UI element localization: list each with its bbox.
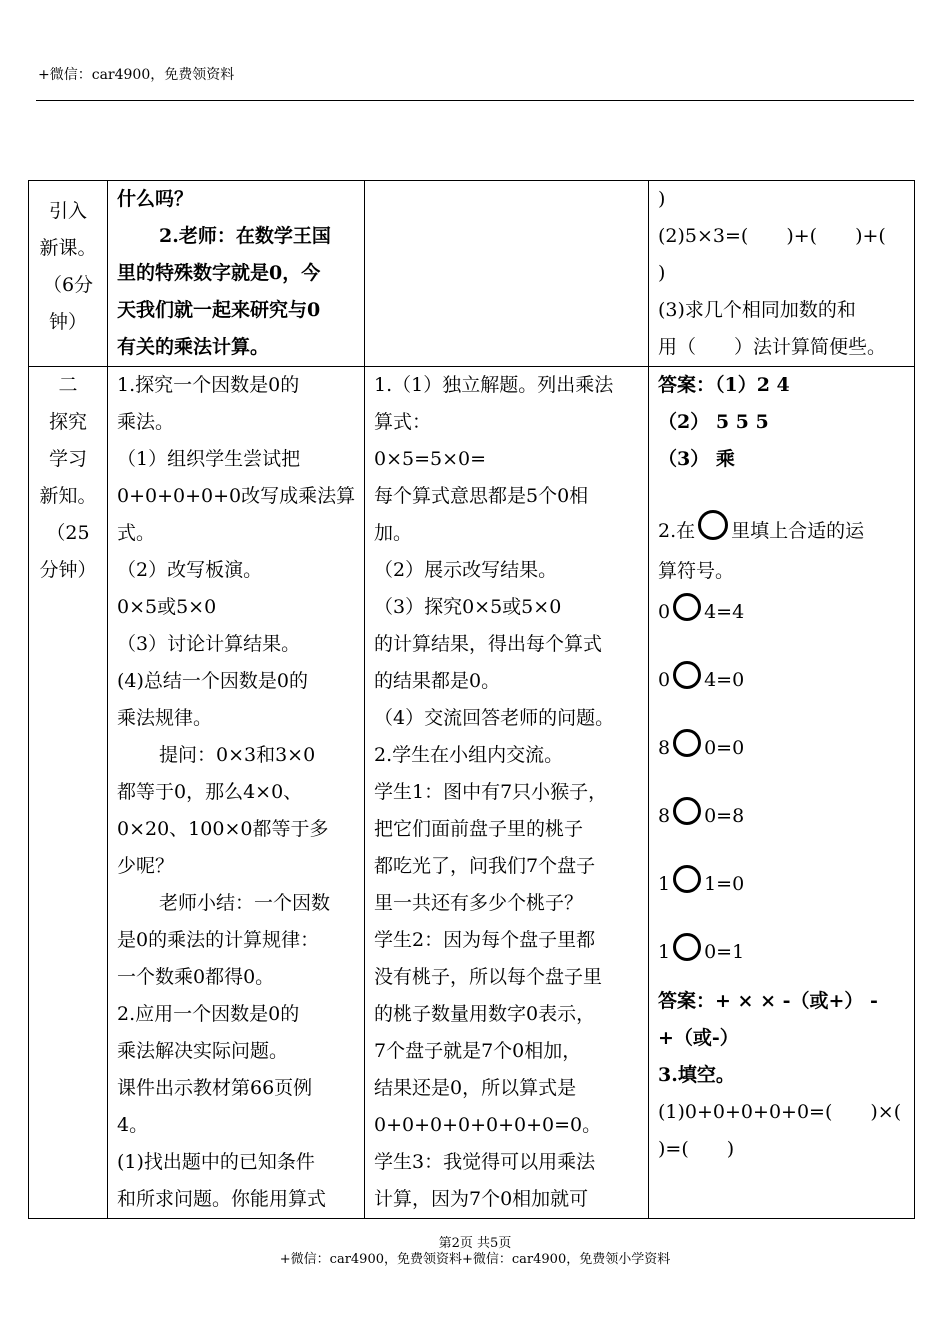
text-line: 计算，因为7个0相加就可 [374,1188,589,1210]
circle-blank-icon [673,865,701,893]
text-line: 老师小结：一个因数 [159,892,331,914]
text-line: 都等于0，那么4×0、 [117,781,303,803]
section-line: 引入 [48,200,87,222]
circle-blank-icon [698,510,728,540]
equation-right: 4=4 [704,601,745,623]
question-line: 算符号。 [658,560,735,582]
section-line: 新知。 [39,485,97,507]
circle-blank-icon [673,933,701,961]
text-line: 算式： [374,411,432,433]
equation-line [658,591,914,633]
text-line: 0+0+0+0+0改写成乘法算 [117,485,356,507]
section-line: 分钟） [39,559,97,581]
header-rule [36,100,914,101]
text-line: 2.应用一个因数是0的 [117,1003,300,1025]
equation-right: 0=1 [704,941,745,963]
text-line: 1.探究一个因数是0的 [117,374,300,396]
text-line: 学生3：我觉得可以用乘法 [374,1151,596,1173]
text-line: 乘法规律。 [117,707,213,729]
question-line: 3.填空。 [658,1064,735,1086]
question-line [658,510,914,551]
equation-right: 0=0 [704,737,745,759]
text-line: 0×5或5×0 [117,596,217,618]
lesson-table [28,180,915,1219]
circle-blank-icon [673,797,701,825]
text-line: 一个数乘0都得0。 [117,966,275,988]
text-line: 都吃光了，问我们7个盘子 [374,855,596,877]
text-line: 1.（1）独立解题。列出乘法 [374,374,614,396]
equation-line [658,659,914,701]
section-line: 新课。 [39,237,97,259]
text-line: （3）探究0×5或5×0 [374,596,562,618]
answer-line: 答案：（1）2 4 [658,374,790,396]
text-line: 7个盘子就是7个0相加， [374,1040,582,1062]
text-line: 结果还是0，所以算式是 [374,1077,577,1099]
text-line: 式。 [117,522,156,544]
equation-line [658,863,914,905]
equation-left: 0 [658,669,671,691]
question-line: (1)0+0+0+0+0=( )×( [658,1101,902,1123]
section-line: （25 [46,522,90,544]
section-cell [29,181,108,367]
text-line: 里一共还有多少个桃子？ [374,892,584,914]
section-cell [29,367,108,1219]
equation-right: 1=0 [704,873,745,895]
answer-line: （2） 5 5 5 [658,411,769,433]
text-line: 的结果都是0。 [374,670,501,692]
text-line: （2）展示改写结果。 [374,559,558,581]
question-line: )=( ) [658,1138,735,1160]
text-line: ) [658,262,666,284]
text-line: 2.学生在小组内交流。 [374,744,564,766]
table-row [29,367,915,1219]
student-activity-cell [365,367,649,1219]
text-line: (3)求几个相同加数的和 [658,299,856,321]
text-line: 里的特殊数字就是0，今 [117,262,321,284]
circle-blank-icon [673,661,701,689]
equation-line [658,795,914,837]
text-line: 每个算式意思都是5个0相 [374,485,589,507]
equation-right: 4=0 [704,669,745,691]
page-number: 第2页 共5页 [438,1236,512,1251]
text-line: 4。 [117,1114,149,1136]
text-line: 天我们就一起来研究与0 [117,299,321,321]
text-line: 少呢？ [117,855,175,877]
text-line: （3）讨论计算结果。 [117,633,301,655]
exercise-cell [649,181,915,367]
text-line: （1）组织学生尝试把 [117,448,301,470]
text-line: 是0的乘法的计算规律： [117,929,320,951]
text-line: （2）改写板演。 [117,559,263,581]
section-line: 探究 [48,411,87,433]
equation-right: 0=8 [704,805,745,827]
text-line: (4)总结一个因数是0的 [117,670,309,692]
equation-line [658,931,914,973]
text-line: （4）交流回答老师的问题。 [374,707,615,729]
equation-line [658,727,914,769]
equation-left: 1 [658,941,671,963]
text-line: 加。 [374,522,413,544]
text-line: 0+0+0+0+0+0+0=0。 [374,1114,602,1136]
text-line: 学生1：图中有7只小猴子， [374,781,608,803]
text-line: 用（ ）法计算简便些。 [658,336,887,358]
footer-note: +微信：car4900，免费领资料+微信：car4900，免费领小学资料 [279,1252,671,1267]
circle-blank-icon [673,729,701,757]
circle-blank-icon [673,593,701,621]
text-line: 没有桃子，所以每个盘子里 [374,966,603,988]
text-line: 乘法。 [117,411,175,433]
text-line: 课件出示教材第66页例 [117,1077,313,1099]
text-line: 和所求问题。你能用算式 [117,1188,327,1210]
text-line: 把它们面前盘子里的桃子 [374,818,584,840]
text-line: 0×5=5×0= [374,448,487,470]
answer-line: 答案：+ × × -（或+） - [658,990,878,1012]
equation-left: 8 [658,805,671,827]
equation-left: 1 [658,873,671,895]
text-line: ) [658,188,666,210]
text-line: 0×20、100×0都等于多 [117,818,329,840]
text-line: (2)5×3=( )+( )+( [658,225,886,247]
teacher-activity-cell [108,181,365,367]
text-line: 2.老师：在数学王国 [159,225,331,247]
text-line: 的桃子数量用数字0表示， [374,1003,596,1025]
student-activity-cell [365,181,649,367]
section-line: （6分 [42,274,94,296]
section-line: 学习 [48,448,87,470]
text-line: 提问：0×3和3×0 [159,744,316,766]
section-line: 二 [58,374,78,396]
text-line: 有关的乘法计算。 [117,336,270,358]
answer-line: （3） 乘 [658,448,735,470]
question-text: 2.在 [658,520,696,542]
text-line: 学生2：因为每个盘子里都 [374,929,596,951]
text-line: (1)找出题中的已知条件 [117,1151,315,1173]
question-text: 里填上合适的运 [731,520,865,542]
table-row [29,181,915,367]
section-line: 钟） [48,311,87,333]
equation-left: 0 [658,601,671,623]
text-line: 乘法解决实际问题。 [117,1040,289,1062]
text-line: 什么吗？ [117,188,194,210]
teacher-activity-cell [108,367,365,1219]
equation-left: 8 [658,737,671,759]
exercise-cell [649,367,915,1219]
header-note: +微信：car4900，免费领资料 [38,67,235,83]
answer-line: +（或-） [658,1027,739,1049]
text-line: 的计算结果，得出每个算式 [374,633,603,655]
